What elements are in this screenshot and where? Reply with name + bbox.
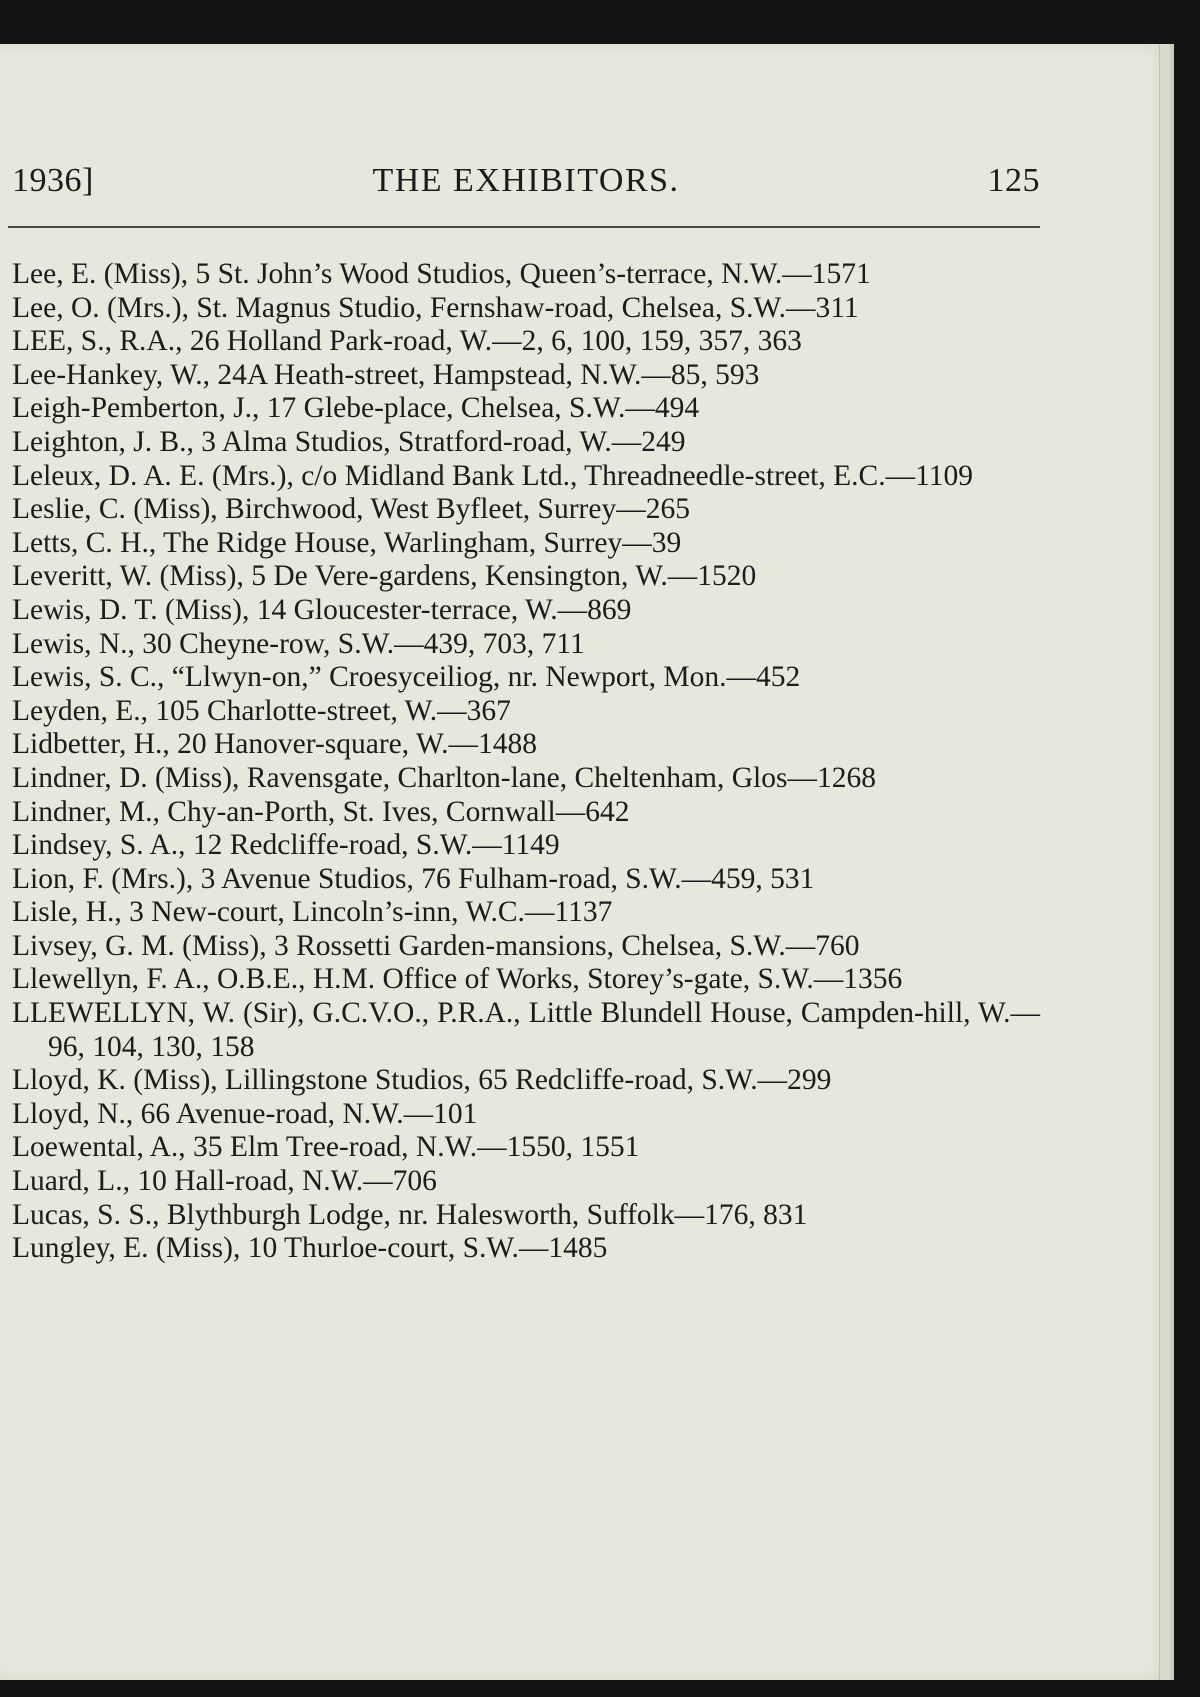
- exhibitor-entry: Luard, L., 10 Hall-road, N.W.—706: [12, 1165, 437, 1198]
- exhibitor-entry: Lee-Hankey, W., 24A Heath-street, Hampstead, N.W.—85, 593: [12, 358, 760, 391]
- header-title: THE EXHIBITORS.: [372, 162, 680, 199]
- exhibitor-entry: Lewis, D. T. (Miss), 14 Gloucester-terrace, W.—869: [12, 593, 632, 626]
- exhibitor-entry: Leveritt, W. (Miss), 5 De Vere-gardens, Kensington, W.—1520: [12, 560, 757, 593]
- exhibitor-entry: Lewis, S. C., “Llwyn-on,” Croesyceiliog, nr. Newport, Mon.—452: [12, 661, 801, 694]
- page-number: 125: [987, 162, 1040, 199]
- exhibitor-entry: LLEWELLYN, W. (Sir), G.C.V.O., P.R.A., Little Blundell House, Campden-hill, W.—96, 104, 130, 158: [12, 997, 1040, 1063]
- exhibitor-entry: Letts, C. H., The Ridge House, Warlingham, Surrey—39: [12, 526, 682, 559]
- exhibitor-entry: Lindner, D. (Miss), Ravensgate, Charlton-lane, Cheltenham, Glos—1268: [12, 761, 876, 794]
- book-page: [0, 44, 1174, 1680]
- exhibitor-entry: Lee, E. (Miss), 5 St. John’s Wood Studios, Queen’s-terrace, N.W.—1571: [12, 258, 871, 290]
- running-header: [12, 162, 1040, 222]
- exhibitor-entry: Leleux, D. A. E. (Mrs.), c/o Midland Bank Ltd., Threadneedle-street, E.C.—1109: [12, 459, 973, 492]
- exhibitor-entry: Lion, F. (Mrs.), 3 Avenue Studios, 76 Fulham-road, S.W.—459, 531: [12, 862, 815, 895]
- exhibitor-entry: Lloyd, K. (Miss), Lillingstone Studios, 65 Redcliffe-road, S.W.—299: [12, 1064, 832, 1097]
- exhibitor-entry: Lindsey, S. A., 12 Redcliffe-road, S.W.—1149: [12, 829, 560, 862]
- exhibitor-entry: Lidbetter, H., 20 Hanover-square, W.—1488: [12, 728, 538, 761]
- exhibitor-entry: Loewental, A., 35 Elm Tree-road, N.W.—1550, 1551: [12, 1131, 640, 1164]
- exhibitor-entry: Lindner, M., Chy-an-Porth, St. Ives, Cornwall—642: [12, 795, 630, 828]
- exhibitor-entry: Lucas, S. S., Blythburgh Lodge, nr. Halesworth, Suffolk—176, 831: [12, 1198, 808, 1231]
- exhibitor-entry: Leyden, E., 105 Charlotte-street, W.—367: [12, 694, 511, 727]
- header-year: 1936]: [12, 162, 94, 199]
- exhibitor-entry: Lloyd, N., 66 Avenue-road, N.W.—101: [12, 1097, 478, 1130]
- exhibitor-entry: Leigh-Pemberton, J., 17 Glebe-place, Chelsea, S.W.—494: [12, 392, 700, 425]
- exhibitor-entry: Leighton, J. B., 3 Alma Studios, Stratford-road, W.—249: [12, 425, 686, 458]
- exhibitor-entry: Livsey, G. M. (Miss), 3 Rossetti Garden-mansions, Chelsea, S.W.—760: [12, 929, 860, 962]
- exhibitor-entry: Lungley, E. (Miss), 10 Thurloe-court, S.W.—1485: [12, 1232, 608, 1265]
- header-rule: [8, 226, 1040, 228]
- exhibitor-entry: Lee, O. (Mrs.), St. Magnus Studio, Fernshaw-road, Chelsea, S.W.—311: [12, 291, 859, 324]
- exhibitor-entry: Lisle, H., 3 New-court, Lincoln’s-inn, W.C.—1137: [12, 896, 613, 929]
- exhibitor-entry: Lewis, N., 30 Cheyne-row, S.W.—439, 703, 711: [12, 627, 585, 660]
- exhibitor-entry: LEE, S., R.A., 26 Holland Park-road, W.—2, 6, 100, 159, 357, 363: [12, 325, 802, 358]
- exhibitor-entry: Llewellyn, F. A., O.B.E., H.M. Office of Works, Storey’s-gate, S.W.—1356: [12, 963, 903, 996]
- exhibitor-list: [12, 258, 1040, 1266]
- exhibitor-entry: Leslie, C. (Miss), Birchwood, West Byfleet, Surrey—265: [12, 493, 690, 526]
